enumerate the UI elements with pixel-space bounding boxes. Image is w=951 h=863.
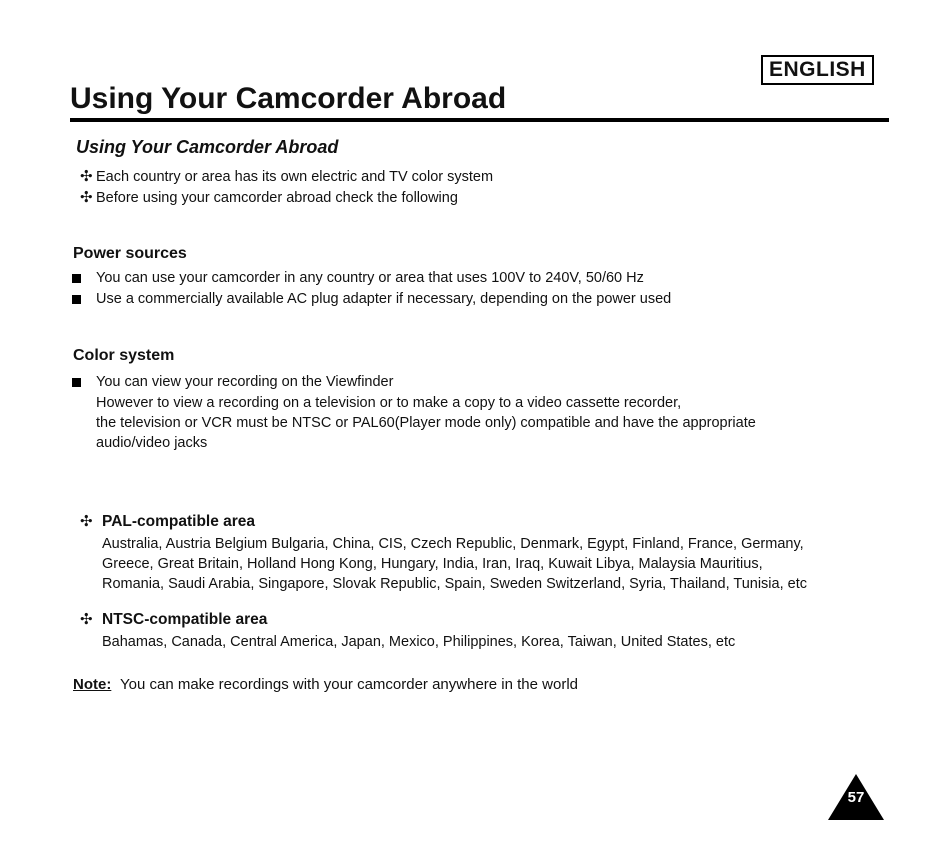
pal-area-heading: PAL-compatible area: [102, 513, 256, 530]
intro-line: Each country or area has its own electric and TV color system: [96, 169, 494, 185]
square-bullet-icon: [72, 274, 81, 283]
color-line: You can view your recording on the Viewfinder: [96, 374, 394, 390]
ntsc-countries-line: Bahamas, Canada, Central America, Japan, Mexico, Philippines, Korea, Taiwan, United States, etc: [102, 634, 736, 650]
section-subtitle: Using Your Camcorder Abroad: [76, 137, 339, 157]
power-item: Use a commercially available AC plug adapter if necessary, depending on the power used: [96, 291, 672, 307]
note-label: Note:: [73, 676, 112, 693]
page-title: Using Your Camcorder Abroad: [70, 82, 507, 115]
note-text: You can make recordings with your camcorder anywhere in the world: [120, 676, 579, 693]
diamond-bullet-icon: ✣: [80, 513, 93, 530]
diamond-bullet-icon: ✣: [80, 189, 93, 206]
intro-line: Before using your camcorder abroad check the following: [96, 190, 458, 206]
power-item: You can use your camcorder in any country or area that uses 100V to 240V, 50/60 Hz: [96, 270, 644, 286]
pal-countries-line: Australia, Austria Belgium Bulgaria, China, CIS, Czech Republic, Denmark, Egypt, Finland, France, Germany,: [102, 536, 804, 552]
color-line: the television or VCR must be NTSC or PAL60(Player mode only) compatible and have the appropriate: [96, 415, 756, 431]
square-bullet-icon: [72, 378, 81, 387]
pal-countries-line: Romania, Saudi Arabia, Singapore, Slovak Republic, Spain, Sweden Switzerland, Syria, Thailand, Tunisia, etc: [102, 576, 807, 592]
title-divider: [70, 118, 889, 122]
pal-countries-line: Greece, Great Britain, Holland Hong Kong, Hungary, India, Iran, Iraq, Kuwait Libya, Malaysia Mauritius,: [102, 556, 763, 572]
page-number: 57: [847, 789, 865, 806]
square-bullet-icon: [72, 295, 81, 304]
color-system-heading: Color system: [73, 347, 175, 364]
ntsc-area-heading: NTSC-compatible area: [102, 611, 268, 628]
color-line: However to view a recording on a television or to make a copy to a video cassette recorder,: [96, 395, 682, 411]
color-line: audio/video jacks: [96, 435, 208, 451]
diamond-bullet-icon: ✣: [80, 168, 93, 185]
language-badge: ENGLISH: [761, 55, 874, 85]
diamond-bullet-icon: ✣: [80, 611, 93, 628]
power-sources-heading: Power sources: [73, 245, 187, 262]
